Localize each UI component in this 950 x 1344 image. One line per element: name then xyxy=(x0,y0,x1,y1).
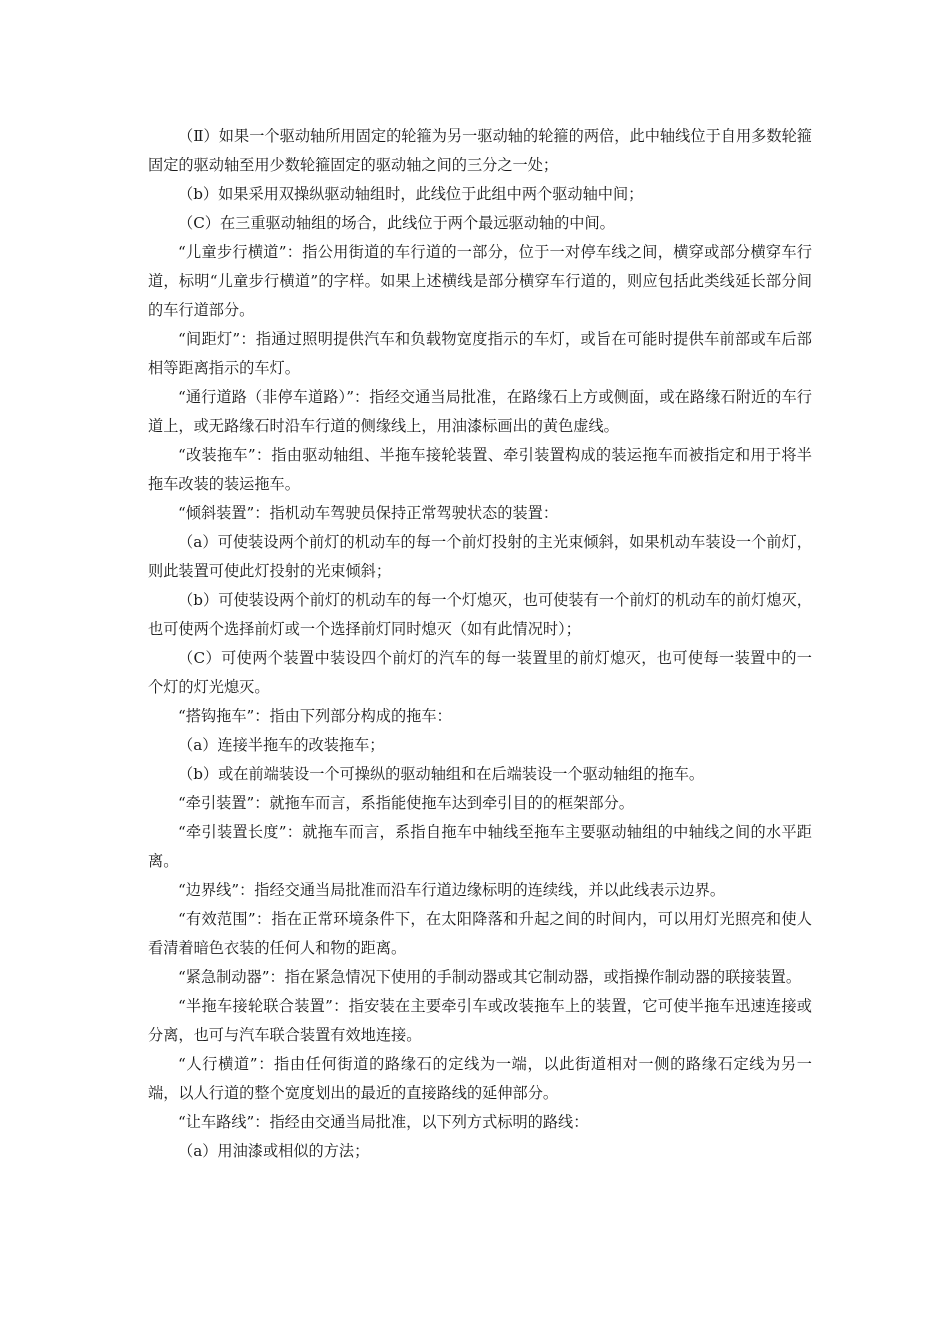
paragraph-dimming-a: （a）可使装设两个前灯的机动车的每一个前灯投射的主光束倾斜，如果机动车装设一个前灯，则此装置可使此灯投射的光束倾斜； xyxy=(148,533,812,580)
paragraph-through-road: “通行道路（非停车道路）”：指经交通当局批准，在路缘石上方或侧面，或在路缘石附近的车行道上，或无路缘石时沿车行道的侧缘线上，用油漆标画出的黄色虚线。 xyxy=(148,388,812,435)
paragraph-drawbar-length: “牵引装置长度”：就拖车而言，系指自拖车中轴线至拖车主要驱动轴组的中轴线之间的水平距离。 xyxy=(148,823,812,870)
paragraph-crosswalk: “人行横道”：指由任何街道的路缘石的定线为一端，以此街道相对一侧的路缘石定线为另一端，以人行道的整个宽度划出的最近的直接路线的延伸部分。 xyxy=(148,1055,812,1102)
paragraph-clearance-lamp: “间距灯”：指通过照明提供汽车和负载物宽度指示的车灯，或旨在可能时提供车前部或车后部相等距离指示的车灯。 xyxy=(148,330,812,377)
paragraph-yield-line-a: （a）用油漆或相似的方法； xyxy=(178,1142,370,1160)
paragraph-effective-range: “有效范围”：指在正常环境条件下，在太阳降落和升起之间的时间内，可以用灯光照亮和使人看清着暗色衣装的任何人和物的距离。 xyxy=(148,910,812,957)
paragraph-axis-one-third: （Ⅱ）如果一个驱动轴所用固定的轮箍为另一驱动轴的轮箍的两倍，此中轴线位于自用多数轮箍固定的驱动轴至用少数轮箍固定的驱动轴之间的三分之一处； xyxy=(148,127,812,174)
paragraph-dimming-c: （C）可使两个装置中装设四个前灯的汽车的每一装置里的前灯熄灭，也可使每一装置中的一个灯的灯光熄灭。 xyxy=(148,649,812,696)
paragraph-emergency-brake: “紧急制动器”：指在紧急情况下使用的手制动器或其它制动器，或指操作制动器的联接装置。 xyxy=(178,968,802,986)
paragraph-edge-line: “边界线”：指经交通当局批准而沿车行道边缘标明的连续线，并以此线表示边界。 xyxy=(178,881,726,899)
paragraph-hook-trailer: “搭钩拖车”：指由下列部分构成的拖车： xyxy=(178,707,452,725)
paragraph-hook-trailer-b: （b）或在前端装设一个可操纵的驱动轴组和在后端装设一个驱动轴组的拖车。 xyxy=(178,765,705,783)
paragraph-dimming-device: “倾斜装置”：指机动车驾驶员保持正常驾驶状态的装置： xyxy=(178,504,559,522)
document-body xyxy=(148,122,812,1166)
paragraph-children-crosswalk: “儿童步行横道”：指公用街道的车行道的一部分，位于一对停车线之间，横穿或部分横穿车行道，标明“儿童步行横道”的字样。如果上述横线是部分横穿车行道的，则应包括此类线延长部分间的车行道部分。 xyxy=(148,243,812,319)
paragraph-yield-line: “让车路线”：指经由交通当局批准，以下列方式标明的路线： xyxy=(178,1113,589,1131)
paragraph-drawbar: “牵引装置”：就拖车而言，系指能使拖车达到牵引目的的框架部分。 xyxy=(178,794,634,812)
paragraph-fifth-wheel: “半拖车接轮联合装置”：指安装在主要牵引车或改装拖车上的装置，它可使半拖车迅速连接或分离，也可与汽车联合装置有效地连接。 xyxy=(148,997,812,1044)
paragraph-converter-dolly: “改装拖车”：指由驱动轴组、半拖车接轮装置、牵引装置构成的装运拖车而被指定和用于将半拖车改装的装运拖车。 xyxy=(148,446,812,493)
paragraph-dimming-b: （b）可使装设两个前灯的机动车的每一个灯熄灭，也可使装有一个前灯的机动车的前灯熄灭，也可使两个选择前灯或一个选择前灯同时熄灭（如有此情况时）； xyxy=(148,591,812,638)
paragraph-triple-axle-group: （C）在三重驱动轴组的场合，此线位于两个最远驱动轴的中间。 xyxy=(178,214,615,232)
paragraph-dual-axle-group: （b）如果采用双操纵驱动轴组时，此线位于此组中两个驱动轴中间； xyxy=(178,185,644,203)
paragraph-hook-trailer-a: （a）连接半拖车的改装拖车； xyxy=(178,736,385,754)
